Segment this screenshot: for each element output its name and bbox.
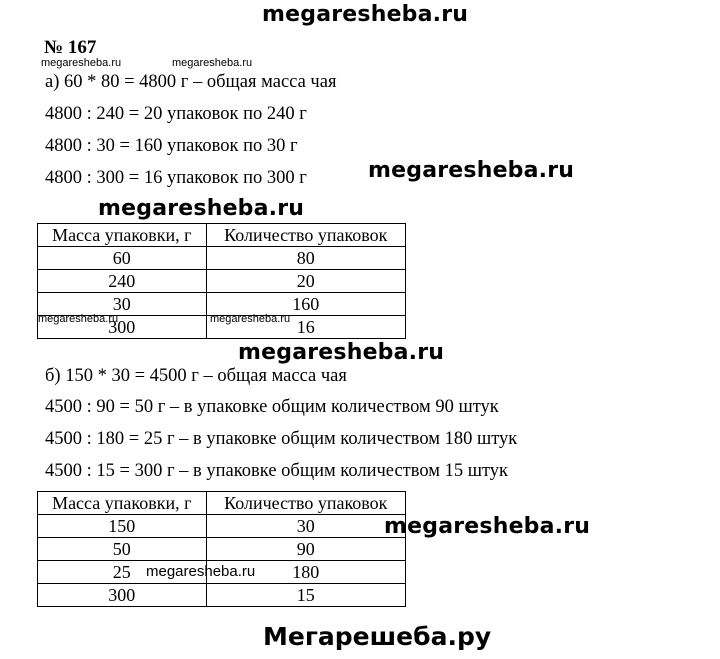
watermark-top: megaresheba.ru <box>262 2 469 27</box>
solution-line: 4500 : 90 = 50 г – в упаковке общим количеством 90 штук <box>45 397 499 417</box>
solution-line: б) 150 * 30 = 4500 г – общая масса чая <box>45 366 347 386</box>
watermark-right: megaresheba.ru <box>384 514 591 539</box>
table-cell: 150 <box>38 515 207 538</box>
table-cell: 30 <box>38 293 207 316</box>
solution-line: 4800 : 30 = 160 упаковок по 30 г <box>45 136 298 156</box>
table-cell: 180 <box>206 561 405 584</box>
table-part-b <box>37 491 406 607</box>
table-row <box>38 538 406 561</box>
table-row <box>38 515 406 538</box>
solution-line: 4800 : 240 = 20 упаковок по 240 г <box>45 104 307 124</box>
watermark-below-table: megaresheba.ru <box>238 340 445 365</box>
table-row <box>38 584 406 607</box>
problem-number: № 167 <box>44 37 97 58</box>
table-cell: 30 <box>206 515 405 538</box>
table-cell: 16 <box>206 316 405 339</box>
watermark-above-table: megaresheba.ru <box>98 196 305 221</box>
watermark-small: megaresheba.ru <box>172 57 253 69</box>
watermark-small: megaresheba.ru <box>210 313 291 325</box>
table-cell: 300 <box>38 316 207 339</box>
table-cell: 90 <box>206 538 405 561</box>
solution-line: а) 60 * 80 = 4800 г – общая масса чая <box>45 72 337 92</box>
watermark-right: megaresheba.ru <box>368 158 575 183</box>
table-cell: 240 <box>38 270 207 293</box>
table-header-row <box>38 224 406 247</box>
table-cell: 300 <box>38 584 207 607</box>
watermark-small: megaresheba.ru <box>41 57 122 69</box>
table-cell: 20 <box>206 270 405 293</box>
solution-line: 4500 : 15 = 300 г – в упаковке общим количеством 15 штук <box>45 461 509 481</box>
header-cell: Количество упаковок <box>206 224 405 247</box>
table-cell: 60 <box>38 247 207 270</box>
table-cell: 25 <box>38 561 207 584</box>
table-cell: 50 <box>38 538 207 561</box>
solution-line: 4500 : 180 = 25 г – в упаковке общим количеством 180 штук <box>45 429 518 449</box>
header-cell: Масса упаковки, г <box>38 224 207 247</box>
table-row <box>38 270 406 293</box>
watermark-in-table: megaresheba.ru <box>146 563 256 580</box>
watermark-small: megaresheba.ru <box>38 313 119 325</box>
table-header-row <box>38 492 406 515</box>
solution-line: 4800 : 300 = 16 упаковок по 300 г <box>45 168 307 188</box>
table-row <box>38 247 406 270</box>
table-cell: 15 <box>206 584 405 607</box>
footer-brand: Мегарешеба.ру <box>263 622 492 651</box>
header-cell: Количество упаковок <box>206 492 405 515</box>
table-cell: 160 <box>206 293 405 316</box>
header-cell: Масса упаковки, г <box>38 492 207 515</box>
table-cell: 80 <box>206 247 405 270</box>
